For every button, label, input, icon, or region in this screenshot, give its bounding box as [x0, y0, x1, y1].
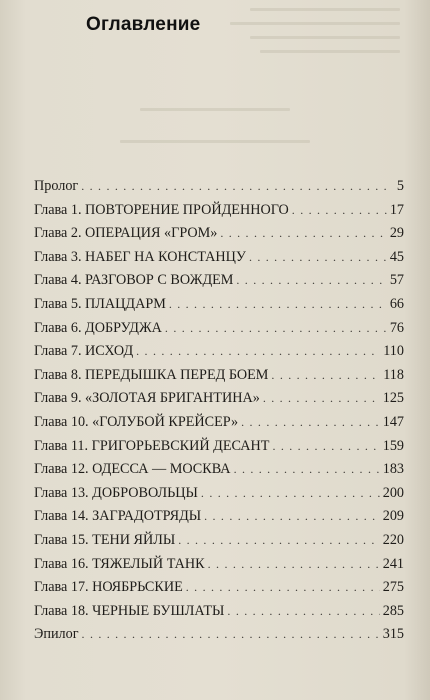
toc-entry — [34, 485, 404, 509]
toc-entry — [34, 343, 404, 367]
dot-leader — [292, 203, 387, 218]
toc-entry-label: Пролог — [34, 178, 79, 194]
dot-leader — [236, 273, 386, 288]
toc-entry — [34, 249, 404, 273]
toc-entry-label: Глава 1. ПОВТОРЕНИЕ ПРОЙДЕННОГО — [34, 201, 289, 218]
show-through-mark — [120, 140, 310, 143]
toc-entry-label: Глава 6. ДОБРУДЖА — [34, 319, 162, 336]
toc-entry — [34, 320, 404, 344]
dot-leader — [165, 321, 387, 336]
toc-entry — [34, 461, 404, 485]
toc-entry-label: Глава 14. ЗАГРАДОТРЯДЫ — [34, 508, 202, 525]
toc-entry-label: Глава 12. ОДЕССА — МОСКВА — [34, 461, 231, 478]
show-through-mark — [250, 8, 400, 11]
toc-entry-page-number: 57 — [389, 272, 404, 289]
toc-entry-page-number: 200 — [382, 484, 404, 501]
toc-entry — [34, 438, 404, 462]
dot-leader — [169, 297, 387, 312]
dot-leader — [249, 250, 387, 265]
toc-entry — [34, 202, 404, 226]
toc-entry-page-number: 66 — [389, 295, 404, 312]
toc-entry-label: Глава 3. НАБЕГ НА КОНСТАНЦУ — [34, 248, 246, 265]
toc-entry — [34, 225, 404, 249]
toc-entry-label: Эпилог — [34, 626, 79, 643]
dot-leader — [272, 439, 379, 454]
dot-leader — [82, 627, 380, 642]
dot-leader — [136, 344, 380, 359]
toc-entry-label: Глава 15. ТЕНИ ЯЙЛЫ — [34, 531, 176, 548]
toc-entry-page-number: 315 — [382, 626, 404, 643]
toc-entry — [34, 508, 404, 532]
toc-entry — [34, 579, 404, 603]
toc-entry-label: Глава 18. ЧЕРНЫЕ БУШЛАТЫ — [34, 602, 225, 619]
dot-leader — [234, 462, 380, 477]
dot-leader — [208, 557, 380, 572]
toc-entry-page-number: 45 — [389, 248, 404, 265]
toc-entry-page-number: 220 — [382, 531, 404, 548]
toc-entry-page-number: 17 — [389, 201, 404, 218]
dot-leader — [178, 533, 379, 548]
toc-entry-page-number: 285 — [382, 602, 404, 619]
dot-leader — [81, 179, 387, 194]
toc-entry-page-number: 147 — [382, 413, 404, 430]
dot-leader — [241, 415, 380, 430]
toc-entry — [34, 414, 404, 438]
toc-entry — [34, 390, 404, 414]
toc-entry-page-number: 76 — [389, 319, 404, 336]
toc-entry-page-number: 118 — [383, 366, 404, 383]
show-through-mark — [140, 108, 290, 111]
toc-entry-label: Глава 5. ПЛАЦДАРМ — [34, 295, 166, 312]
dot-leader — [220, 226, 386, 241]
toc-entry-label: Глава 7. ИСХОД — [34, 343, 134, 360]
dot-leader — [263, 391, 380, 406]
dot-leader — [271, 368, 380, 383]
dot-leader — [227, 604, 379, 619]
toc-entry-label: Глава 10. «ГОЛУБОЙ КРЕЙСЕР» — [34, 413, 239, 430]
toc-entry-label: Глава 13. ДОБРОВОЛЬЦЫ — [34, 484, 198, 501]
toc-entry-page-number: 183 — [382, 461, 404, 478]
toc-entry-page-number: 5 — [396, 178, 404, 194]
toc-entry-label: Глава 16. ТЯЖЕЛЫЙ ТАНК — [34, 555, 205, 572]
toc-entry-page-number: 159 — [382, 437, 404, 454]
toc-entry-page-number: 241 — [382, 555, 404, 572]
toc-entry-page-number: 110 — [383, 343, 404, 360]
dot-leader — [204, 509, 380, 524]
toc-entry — [34, 532, 404, 556]
toc-entry — [34, 178, 404, 202]
toc-entry-page-number: 125 — [382, 390, 404, 407]
show-through-mark — [250, 36, 400, 39]
toc-entry — [34, 603, 404, 627]
toc-entry — [34, 296, 404, 320]
show-through-mark — [230, 22, 400, 25]
toc-entry — [34, 272, 404, 296]
toc-entry-label: Глава 8. ПЕРЕДЫШКА ПЕРЕД БОЕМ — [34, 366, 269, 383]
toc-entry-page-number: 275 — [382, 579, 404, 596]
toc-entry — [34, 556, 404, 580]
dot-leader — [201, 486, 380, 501]
toc-entry-label: Глава 17. НОЯБРЬСКИЕ — [34, 579, 183, 596]
toc-entry — [34, 367, 404, 391]
toc-entry-page-number: 29 — [389, 225, 404, 242]
toc-entry-label: Глава 11. ГРИГОРЬЕВСКИЙ ДЕСАНТ — [34, 437, 270, 454]
toc-entry-label: Глава 9. «ЗОЛОТАЯ БРИГАНТИНА» — [34, 390, 260, 407]
toc-entry — [34, 626, 404, 650]
toc-entry-page-number: 209 — [382, 508, 404, 525]
dot-leader — [186, 580, 380, 595]
toc-entry-label: Глава 2. ОПЕРАЦИЯ «ГРОМ» — [34, 225, 218, 242]
toc-entry-label: Глава 4. РАЗГОВОР С ВОЖДЕМ — [34, 272, 234, 289]
table-of-contents — [34, 178, 404, 650]
page-title: Оглавление — [86, 14, 201, 35]
show-through-mark — [260, 50, 400, 53]
